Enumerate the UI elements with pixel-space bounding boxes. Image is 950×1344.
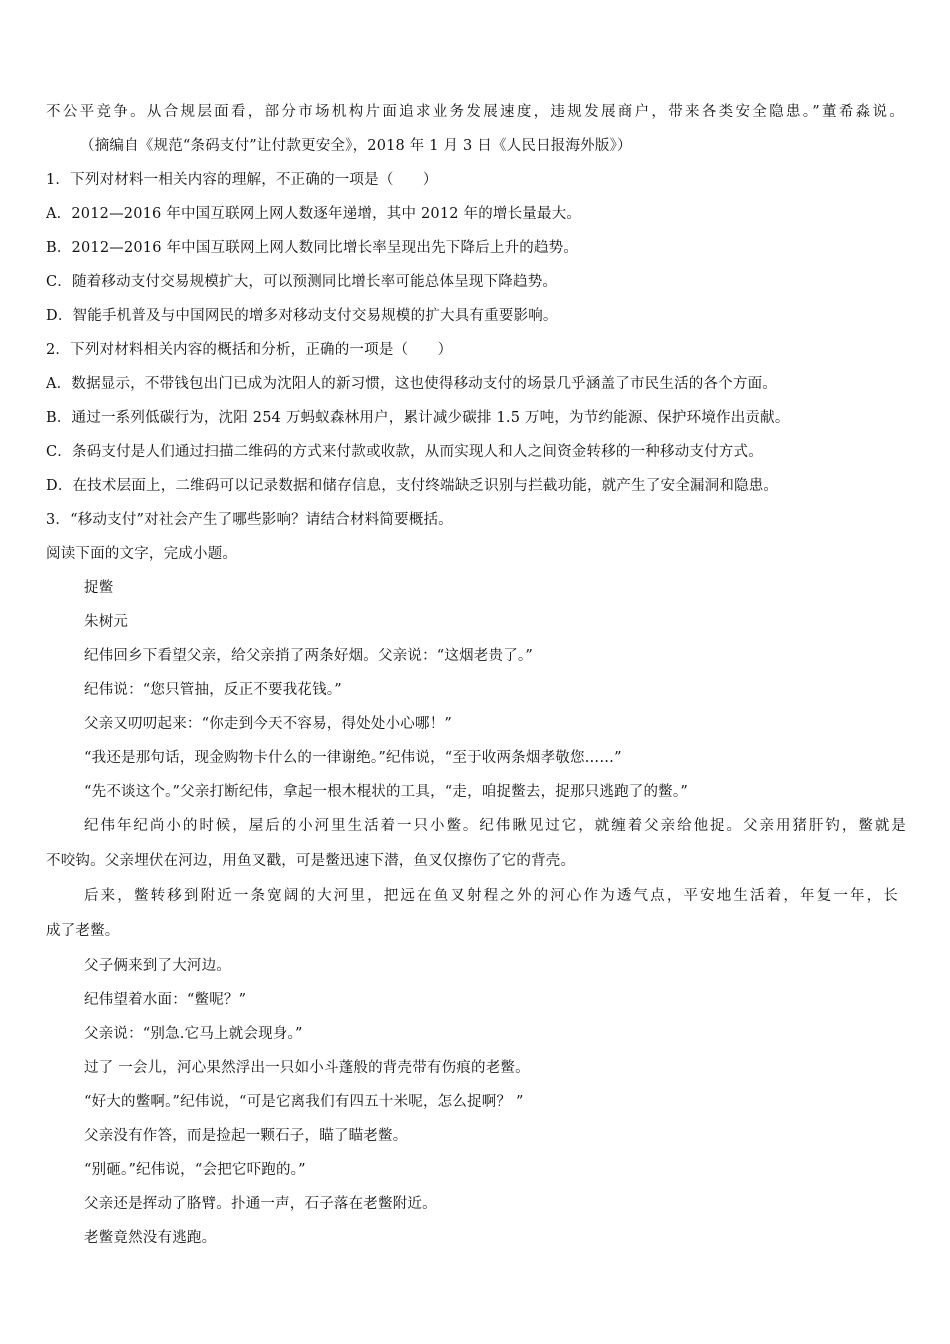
text-line: 不公平竞争。从合规层面看，部分市场机构片面追求业务发展速度，违规发展商户，带来各类安全隐患。”董希淼说。: [46, 104, 904, 120]
source-citation: （摘编自《规范“条码支付”让付款更安全》，2018 年 1 月 3 日《人民日报海外版》）: [80, 138, 632, 154]
option-2a: A．数据显示，不带钱包出门已成为沈阳人的新习惯，这也使得移动支付的场景几乎涵盖了市民生活的各个方面。: [46, 376, 777, 392]
story-paragraph: 父子俩来到了大河边。: [84, 958, 231, 974]
story-paragraph: 父亲没有作答，而是捡起一颗石子，瞄了瞄老鳖。: [84, 1128, 408, 1144]
story-paragraph: 纪伟说：“您只管抽，反正不要我花钱。”: [84, 682, 342, 698]
story-paragraph: “我还是那句话，现金购物卡什么的一律谢绝。”纪伟说，“至于收两条烟孝敬您……”: [84, 750, 622, 766]
story-paragraph: 纪伟回乡下看望父亲，给父亲捎了两条好烟。父亲说：“这烟老贵了。”: [84, 648, 533, 664]
option-2b: B．通过一系列低碳行为，沈阳 254 万蚂蚁森林用户，累计减少碳排 1.5 万吨，为节约能源、保护环境作出贡献。: [46, 410, 790, 426]
story-paragraph: 父亲还是挥动了胳臂。扑通一声，石子落在老鳖附近。: [84, 1196, 437, 1212]
option-1c: C．随着移动支付交易规模扩大，可以预测同比增长率可能总体呈现下降趋势。: [46, 274, 558, 290]
story-paragraph: 父亲说：“别急.它马上就会现身。”: [84, 1026, 303, 1042]
option-2d: D．在技术层面上，二维码可以记录数据和储存信息，支付终端缺乏识别与拦截功能，就产生了安全漏洞和隐患。: [46, 478, 779, 494]
reading-instruction: 阅读下面的文字，完成小题。: [46, 546, 238, 562]
story-paragraph: 老鳖竟然没有逃跑。: [84, 1230, 217, 1246]
story-paragraph: “别砸。”纪伟说，“会把它吓跑的。”: [84, 1162, 306, 1178]
story-title: 捉鳖: [84, 580, 114, 596]
story-paragraph: 纪伟望着水面：“鳖呢？”: [84, 992, 247, 1008]
story-author: 朱树元: [84, 614, 129, 630]
story-paragraph: 纪伟年纪尚小的时候，屋后的小河里生活着一只小鳖。纪伟瞅见过它，就缠着父亲给他捉。父亲用猪肝钓，鳖就是: [84, 818, 906, 834]
story-paragraph: “先不谈这个。”父亲打断纪伟，拿起一根木棍状的工具，“走，咱捉鳖去，捉那只逃跑了的鳖。”: [84, 784, 688, 800]
question-1: 1．下列对材料一相关内容的理解，不正确的一项是（ ）: [46, 172, 438, 188]
story-paragraph: 后来，鳖转移到附近一条宽阔的大河里，把远在鱼叉射程之外的河心作为透气点，平安地生活着，年复一年，长: [84, 888, 898, 904]
story-paragraph: 父亲又叨叨起来：“你走到今天不容易，得处处小心哪！”: [84, 716, 453, 732]
story-paragraph-cont: 不咬钩。父亲埋伏在河边，用鱼叉戳，可是鳖迅速下潜，鱼叉仅擦伤了它的背壳。: [46, 853, 576, 869]
option-1b: B．2012—2016 年中国互联网上网人数同比增长率呈现出先下降后上升的趋势。: [46, 240, 579, 256]
option-1d: D．智能手机普及与中国网民的增多对移动支付交易规模的扩大具有重要影响。: [46, 308, 558, 324]
question-3: 3．“移动支付”对社会产生了哪些影响？请结合材料简要概括。: [46, 512, 453, 528]
option-2c: C．条码支付是人们通过扫描二维码的方式来付款或收款，从而实现人和人之间资金转移的一种移动支付方式。: [46, 444, 763, 460]
story-paragraph: “好大的鳖啊。”纪伟说，“可是它离我们有四五十米呢，怎么捉啊？ ”: [84, 1094, 524, 1110]
story-paragraph-cont: 成了老鳖。: [46, 923, 120, 939]
question-2: 2．下列对材料相关内容的概括和分析，正确的一项是（ ）: [46, 342, 453, 358]
option-1a: A．2012—2016 年中国互联网上网人数逐年递增，其中 2012 年的增长量最大。: [46, 206, 582, 222]
story-paragraph: 过了 一会儿，河心果然浮出一只如小斗蓬般的背壳带有伤痕的老鳖。: [84, 1060, 530, 1076]
